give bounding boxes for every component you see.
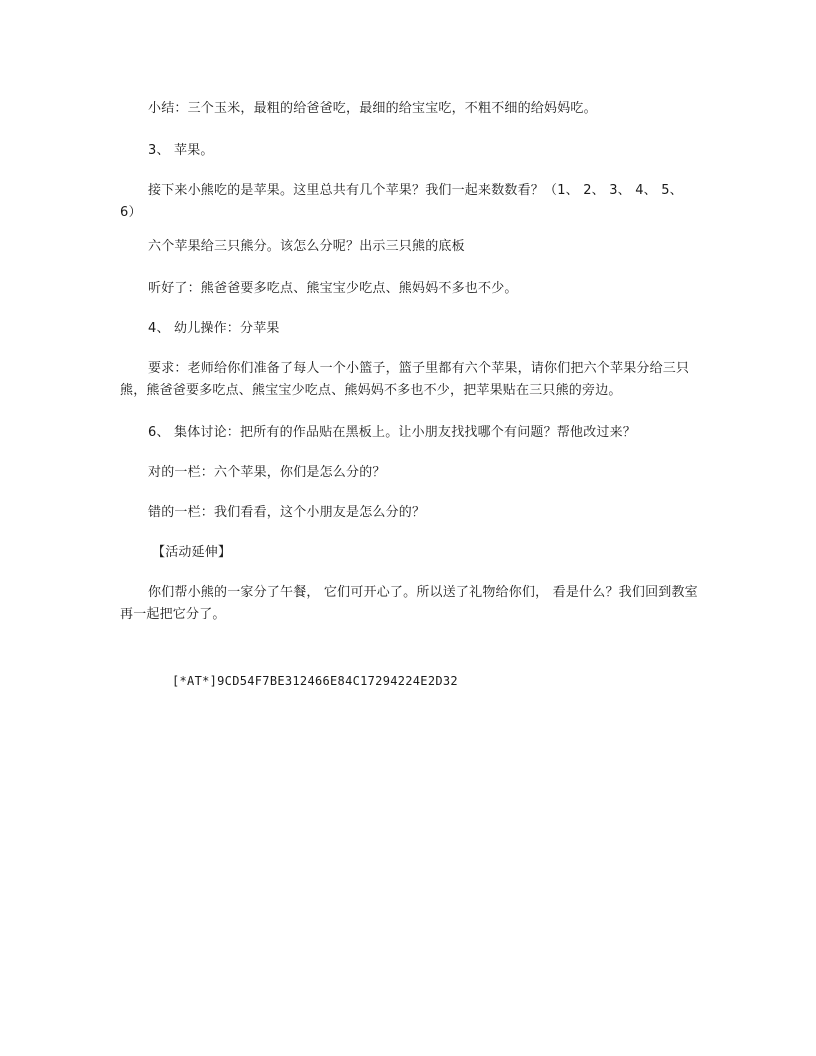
section-heading-discussion: 6、 集体讨论：把所有的作品贴在黑板上。让小朋友找找哪个有问题？帮他改过来？ xyxy=(148,425,637,440)
section-heading-operation: 4、 幼儿操作：分苹果 xyxy=(148,321,280,336)
apple-sharing-paragraph: 六个苹果给三只熊分。该怎么分呢？出示三只熊的底板 xyxy=(148,239,465,254)
listen-instruction-paragraph: 听好了：熊爸爸要多吃点、熊宝宝少吃点、熊妈妈不多也不少。 xyxy=(148,281,518,296)
wrong-column-paragraph: 错的一栏：我们看看，这个小朋友是怎么分的？ xyxy=(148,505,426,520)
summary-paragraph: 小结：三个玉米，最粗的给爸爸吃，最细的给宝宝吃，不粗不细的给妈妈吃。 xyxy=(148,101,597,116)
activity-extension-heading: 【活动延伸】 xyxy=(152,545,232,560)
correct-column-paragraph: 对的一栏：六个苹果，你们是怎么分的？ xyxy=(148,465,386,480)
watermark-code: [*AT*]9CD54F7BE312466E84C17294224E2D32 xyxy=(172,674,458,688)
requirement-paragraph: 要求：老师给你们准备了每人一个小篮子，篮子里都有六个苹果，请你们把六个苹果分给三只熊，熊爸爸要多吃点、熊宝宝少吃点、熊妈妈不多也不少，把苹果贴在三只熊的旁边。 xyxy=(120,361,690,398)
section-heading-apple: 3、 苹果。 xyxy=(148,143,214,158)
extension-paragraph: 你们帮小熊的一家分了午餐， 它们可开心了。所以送了礼物给你们， 看是什么？我们回到教室再一起把它分了。 xyxy=(120,585,698,622)
apple-counting-paragraph: 接下来小熊吃的是苹果。这里总共有几个苹果？我们一起来数数看？（1、 2、 3、 4、 5、 6） xyxy=(120,183,683,220)
